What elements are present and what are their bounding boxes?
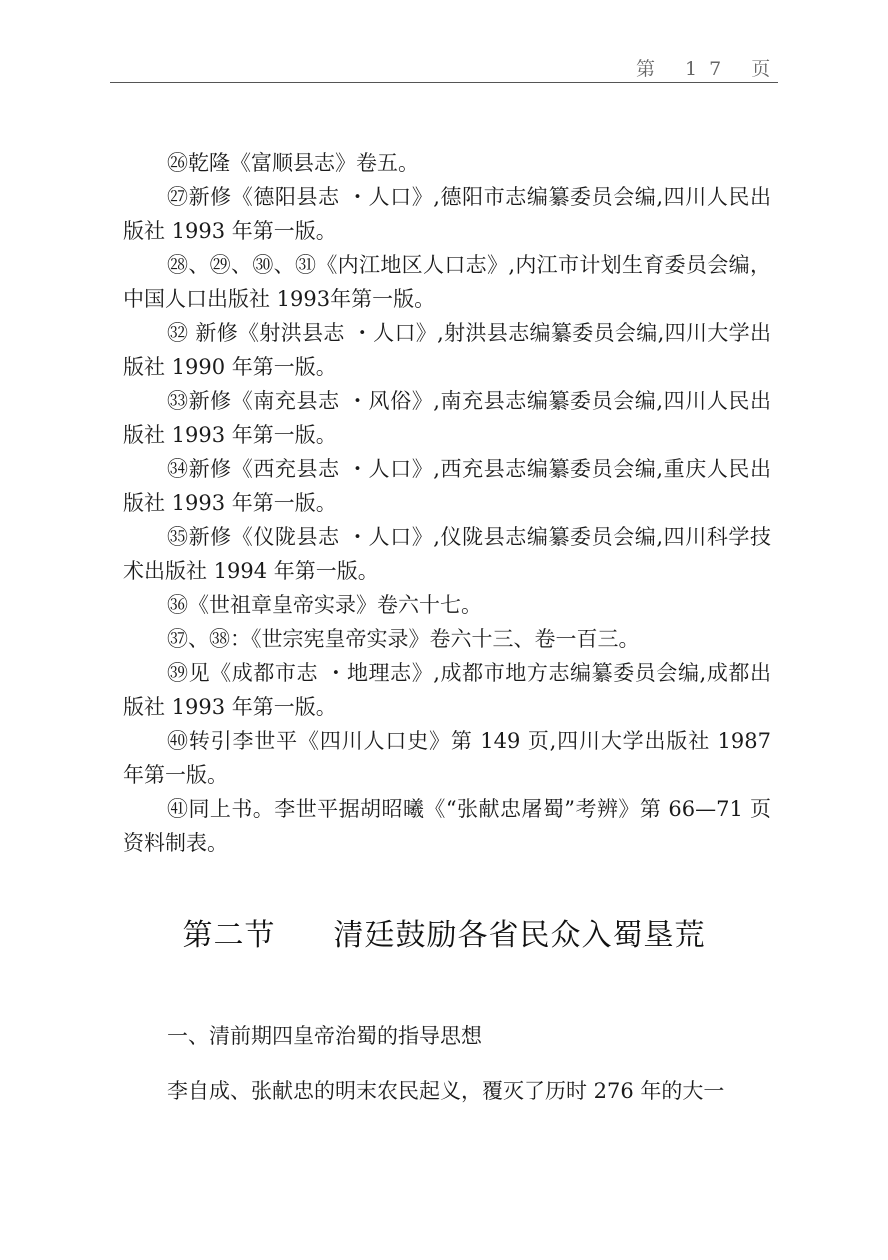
- header-divider: [110, 82, 778, 83]
- footnote-32: ㉜ 新修《射洪县志 ・人口》,射洪县志编纂委员会编,四川大学出版社 1990 年第一版。: [123, 321, 771, 379]
- section-heading: [0, 910, 888, 954]
- footnote-36: ㊱《世祖章皇帝实录》卷六十七。: [167, 593, 482, 617]
- footnote-28-31: ㉘、㉙、㉚、㉛《内江地区人口志》,内江市计划生育委员会编，中国人口出版社 1993年第一版。: [123, 253, 771, 311]
- footnote-34: ㉞新修《西充县志 ・人口》,西充县志编纂委员会编,重庆人民出版社 1993 年第一版。: [123, 457, 771, 515]
- page-number: 第 17 页: [636, 58, 783, 80]
- subsection-heading: 一、清前期四皇帝治蜀的指导思想: [167, 1024, 482, 1048]
- section-title: 清廷鼓励各省民众入蜀垦荒: [333, 918, 706, 953]
- footnote-27: ㉗新修《德阳县志 ・人口》,德阳市志编纂委员会编,四川人民出版社 1993 年第一版。: [123, 185, 771, 243]
- footnote-37-38: ㊲、㊳：《世宗宪皇帝实录》卷六十三、卷一百三。: [167, 627, 640, 651]
- footnote-40: ㊵转引李世平《四川人口史》第 149 页,四川大学出版社 1987 年第一版。: [123, 729, 771, 787]
- footnote-26: ㉖乾隆《富顺县志》卷五。: [167, 151, 419, 175]
- footnote-35: ㉟新修《仪陇县志 ・人口》,仪陇县志编纂委员会编,四川科学技术出版社 1994 年第一版。: [123, 525, 771, 583]
- footnote-39: ㊴见《成都市志 ・地理志》,成都市地方志编纂委员会编,成都出版社 1993 年第一版。: [123, 661, 771, 719]
- footnote-33: ㉝新修《南充县志 ・风俗》,南充县志编纂委员会编,四川人民出版社 1993 年第一版。: [123, 389, 771, 447]
- section-label: 第二节: [182, 918, 276, 953]
- body-paragraph: 李自成、张献忠的明末农民起义，覆灭了历时 276 年的大一: [167, 1079, 725, 1103]
- footnotes-list: [123, 146, 771, 860]
- footnote-41: ㊶同上书。李世平据胡昭曦《“张献忠屠蜀”考辨》第 66—71 页资料制表。: [123, 797, 771, 855]
